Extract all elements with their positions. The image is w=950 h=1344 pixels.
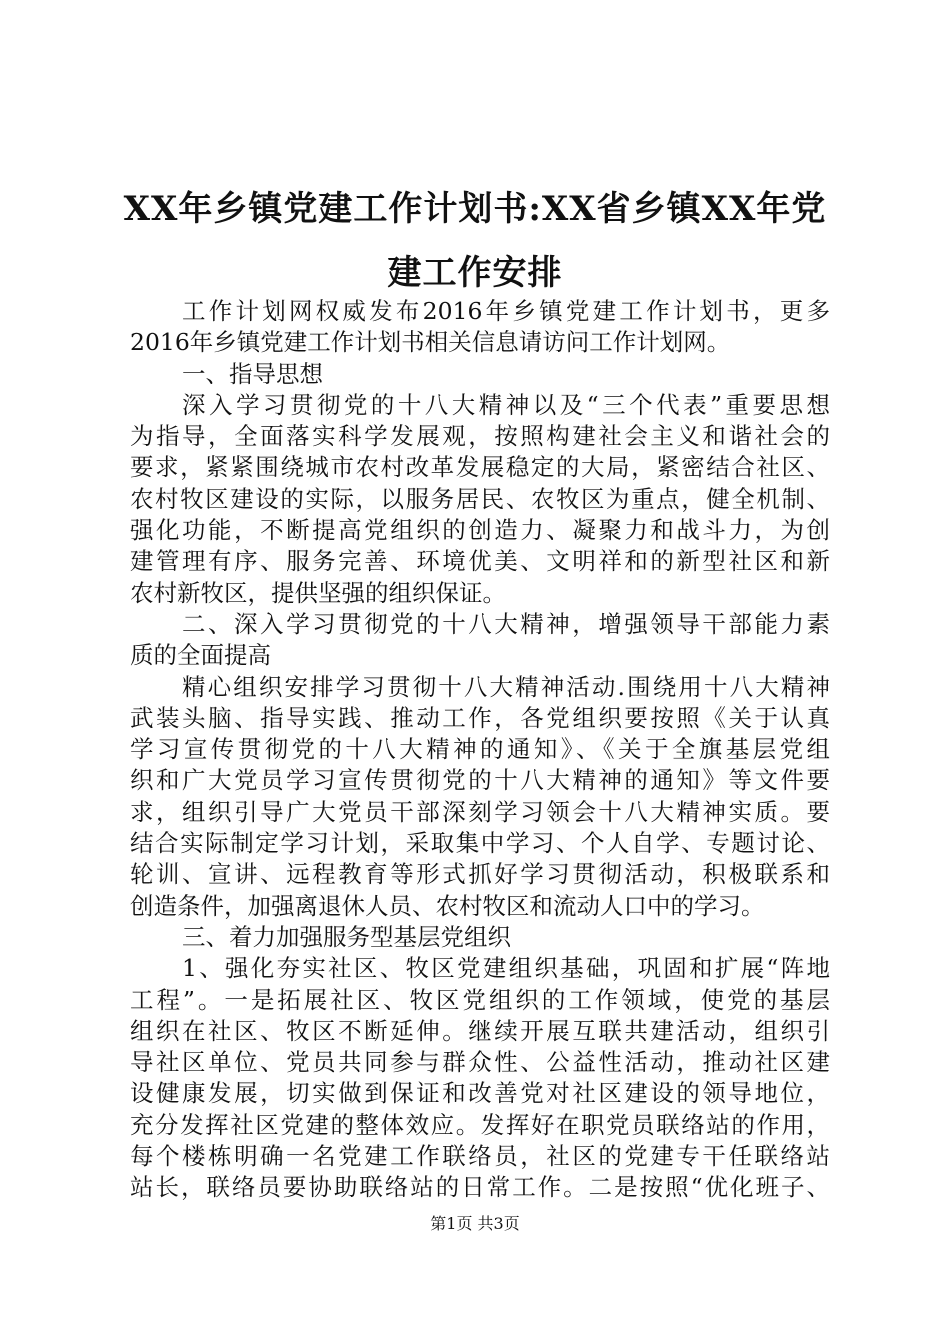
- paragraph-line: 充分发挥社区党建的整体效应。发挥好在职党员联络站的作用，: [130, 1110, 830, 1139]
- section-heading: 三、着力加强服务型基层党组织: [182, 922, 511, 951]
- paragraph-line: 设健康发展，切实做到保证和改善党对社区建设的领导地位，: [130, 1079, 830, 1108]
- paragraph-line: 织和广大党员学习宣传贯彻党的十八大精神的通知》等文件要: [130, 766, 830, 795]
- paragraph-line: 建管理有序、服务完善、环境优美、文明祥和的新型社区和新: [130, 547, 830, 576]
- paragraph-line: 导社区单位、党员共同参与群众性、公益性活动，推动社区建: [130, 1048, 830, 1077]
- paragraph-line: 工作计划网权威发布2016年乡镇党建工作计划书，更多: [182, 297, 830, 325]
- paragraph-line: 轮训、宣讲、远程教育等形式抓好学习贯彻活动，积极联系和: [130, 860, 830, 889]
- section-heading: 二、深入学习贯彻党的十八大精神，增强领导干部能力素: [182, 609, 830, 638]
- paragraph-line: 为指导，全面落实科学发展观，按照构建社会主义和谐社会的: [130, 422, 830, 451]
- paragraph-line: 每个楼栋明确一名党建工作联络员，社区的党建专干任联络站: [130, 1142, 830, 1171]
- section-heading: 质的全面提高: [130, 641, 271, 670]
- document-title-line-1: XX年乡镇党建工作计划书:XX省乡镇XX年党: [123, 189, 827, 229]
- paragraph-line: 1、强化夯实社区、牧区党建组织基础，巩固和扩展“阵地: [182, 954, 830, 983]
- paragraph-line: 精心组织安排学习贯彻十八大精神活动.围绕用十八大精神: [182, 672, 830, 701]
- paragraph-line: 结合实际制定学习计划，采取集中学习、个人自学、专题讨论、: [130, 829, 830, 858]
- paragraph-line: 工程”。一是拓展社区、牧区党组织的工作领域，使党的基层: [130, 985, 830, 1014]
- paragraph-line: 农村牧区建设的实际，以服务居民、农牧区为重点，健全机制、: [130, 484, 830, 513]
- document-body: [130, 296, 830, 1204]
- paragraph-line: 学习宣传贯彻党的十八大精神的通知》、《关于全旗基层党组: [130, 735, 830, 764]
- section-heading: 一、指导思想: [182, 359, 323, 388]
- paragraph-line: 2016年乡镇党建工作计划书相关信息请访问工作计划网。: [130, 328, 731, 357]
- paragraph-line: 农村新牧区，提供坚强的组织保证。: [130, 578, 506, 607]
- paragraph-line: 求，组织引导广大党员干部深刻学习领会十八大精神实质。要: [130, 797, 830, 826]
- paragraph-line: 组织在社区、牧区不断延伸。继续开展互联共建活动，组织引: [130, 1016, 830, 1045]
- paragraph-line: 站长，联络员要协助联络站的日常工作。二是按照“优化班子、: [130, 1173, 830, 1202]
- paragraph-line: 创造条件，加强离退休人员、农村牧区和流动人口中的学习。: [130, 891, 765, 920]
- page-number-footer: 第1页 共3页: [430, 1214, 520, 1233]
- paragraph-line: 武装头脑、指导实践、推动工作，各党组织要按照《关于认真: [130, 703, 830, 732]
- paragraph-line: 强化功能，不断提高党组织的创造力、凝聚力和战斗力，为创: [130, 516, 830, 545]
- document-title-line-2: 建工作安排: [387, 253, 563, 293]
- paragraph-line: 深入学习贯彻党的十八大精神以及“三个代表”重要思想: [182, 390, 830, 419]
- paragraph-line: 要求，紧紧围绕城市农村改革发展稳定的大局，紧密结合社区、: [130, 453, 830, 482]
